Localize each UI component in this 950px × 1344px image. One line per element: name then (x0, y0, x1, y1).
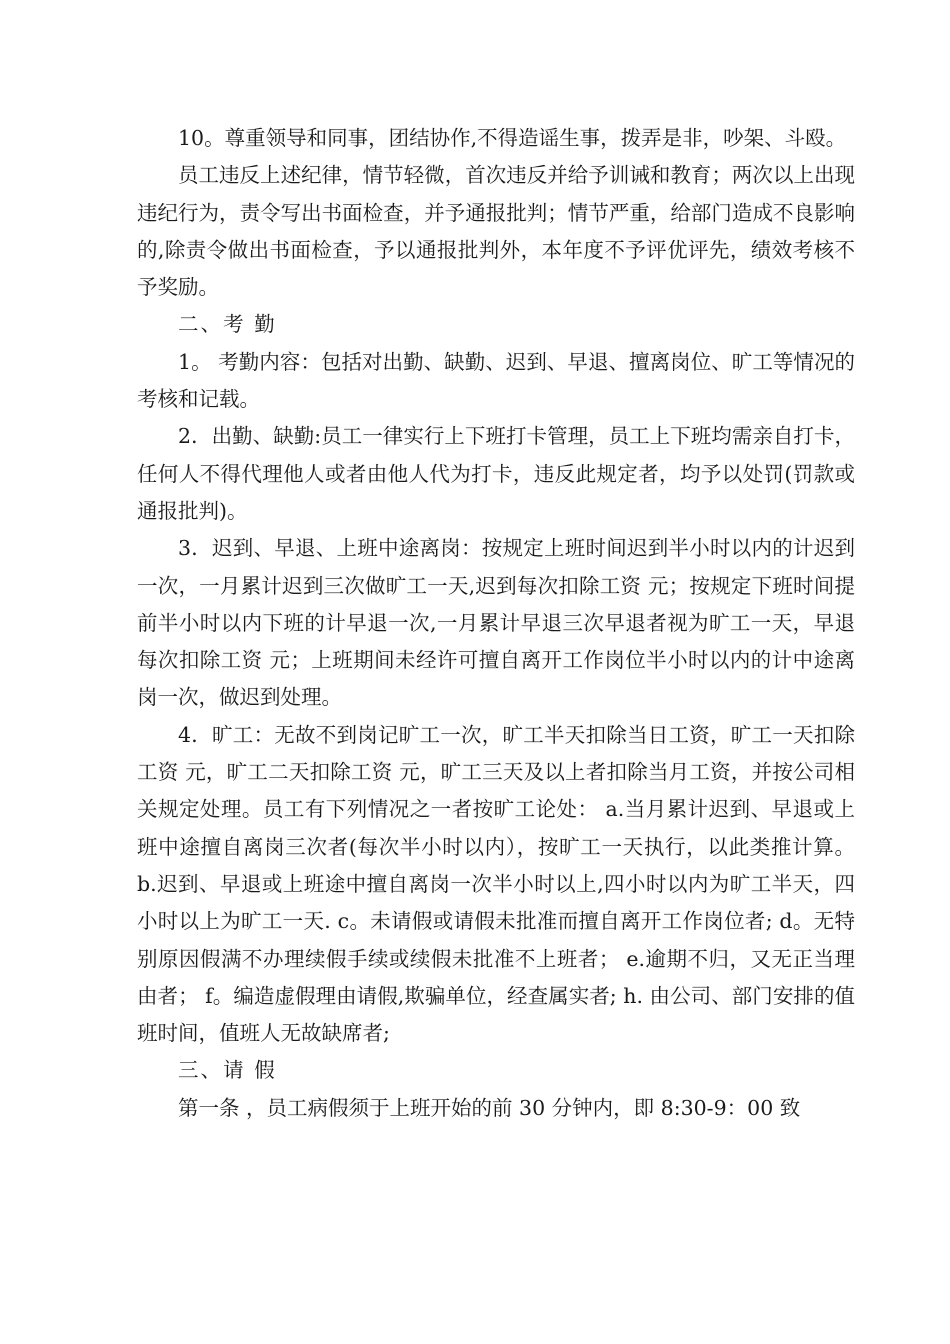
paragraph-clock-in: 2．出勤、缺勤:员工一律实行上下班打卡管理，员工上下班均需亲自打卡，任何人不得代理他人或者由他人代为打卡，违反此规定者，均予以处罚(罚款或通报批判)。 (137, 424, 855, 523)
paragraph-absenteeism: 4．旷工：无故不到岗记旷工一次，旷工半天扣除当日工资，旷工一天扣除工资 元，旷工二天扣除工资 元，旷工三天及以上者扣除当月工资，并按公司相关规定处理。员工有下列情况之一者按旷工论处： a.当月累计迟到、早退或上班中途擅自离岗三次者(每次半小时以内），按旷工一天执行，以此类推计算。 b.迟到、早退或上班途中擅自离岗一次半小时以上,四小时以内为旷工半天，四小时以上为旷工一天. c。未请假或请假未批准而擅自离开工作岗位者; d。无特别原因假满不办理续假手续或续假未批准不上班者； e.逾期不归，又无正当理由者； f。编造虚假理由请假,欺骗单位，经查属实者; h. 由公司、部门安排的值班时间，值班人无故缺席者; (137, 722, 855, 1046)
paragraph-late-early-leave: 3．迟到、早退、上班中途离岗：按规定上班时间迟到半小时以内的计迟到一次，一月累计迟到三次做旷工一天,迟到每次扣除工资 元；按规定下班时间提前半小时以内下班的计早退一次,一月累计早退三次早退者视为旷工一天，早退每次扣除工资 元；上班期间未经许可擅自离开工作岗位半小时以内的计中途离岗一次，做迟到处理。 (137, 536, 855, 710)
section-heading-leave: 三、请 假 (178, 1058, 277, 1083)
section-heading-attendance: 二、考 勤 (178, 312, 277, 337)
document-body (137, 120, 855, 1127)
paragraph-sick-leave-article-1: 第一条 ，员工病假须于上班开始的前 30 分钟内，即 8:30-9：00 致 (178, 1095, 801, 1120)
paragraph-rule-10: 10。尊重领导和同事，团结协作,不得造谣生事，拨弄是非，吵架、斗殴。 (178, 126, 847, 150)
paragraph-violation-penalty: 员工违反上述纪律，情节轻微，首次违反并给予训诫和教育；两次以上出现违纪行为，责令写出书面检查，并予通报批判；情节严重，给部门造成不良影响的,除责令做出书面检查，予以通报批判外，本年度不予评优评先，绩效考核不予奖励。 (137, 163, 855, 300)
paragraph-attendance-content: 1。 考勤内容：包括对出勤、缺勤、迟到、早退、擅离岗位、旷工等情况的考核和记载。 (137, 349, 855, 412)
